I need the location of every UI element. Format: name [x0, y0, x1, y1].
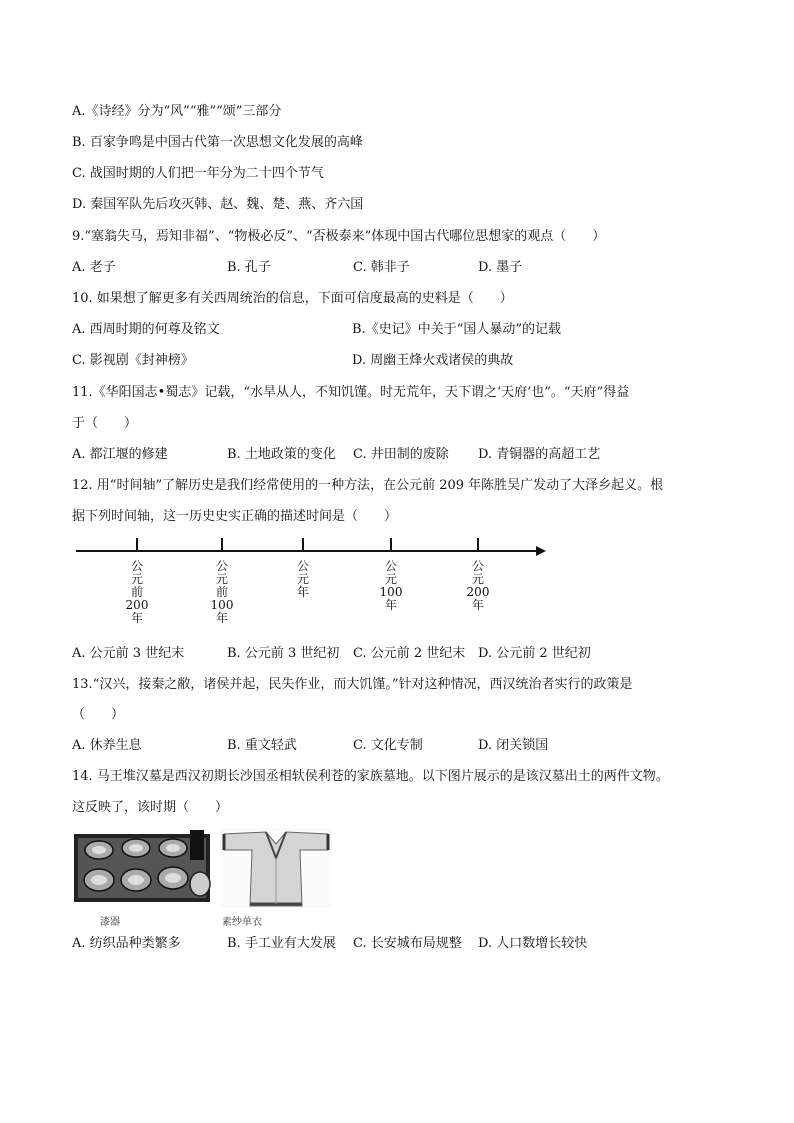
q8-option-a: A.《诗经》分为“风”“雅”“颂”三部分 — [72, 104, 282, 119]
q12-option-b: B. 公元前 3 世纪初 — [227, 646, 340, 661]
q11-stem-line2: 于（ ） — [72, 416, 138, 431]
q8-option-c: C. 战国时期的人们把一年分为二十四个节气 — [72, 166, 324, 181]
gauze-robe-caption: 素纱单衣 — [222, 917, 262, 928]
q9-option-b: B. 孔子 — [227, 260, 271, 275]
q13-option-c: C. 文化专制 — [353, 738, 423, 753]
q14-stem-line1: 14. 马王堆汉墓是西汉初期长沙国丞相轪侯利苍的家族墓地。以下图片展示的是该汉墓出土的两件文物。 — [72, 769, 669, 784]
q12-stem-line2: 据下列时间轴，这一历史史实正确的描述时间是（ ） — [72, 509, 398, 524]
q10-option-a: A. 西周时期的何尊及铭文 — [72, 322, 220, 337]
timeline-tick — [136, 538, 138, 551]
q13-option-a: A. 休养生息 — [72, 738, 142, 753]
q14-stem-line2: 这反映了，该时期（ ） — [72, 800, 229, 815]
q14-option-d: D. 人口数增长较快 — [478, 936, 588, 951]
q11-option-b: B. 土地政策的变化 — [227, 447, 336, 462]
q10-option-b: B.《史记》中关于“国人暴动”的记载 — [352, 322, 561, 337]
q14-option-b: B. 手工业有大发展 — [227, 936, 336, 951]
timeline-label: 公 元 年 — [296, 559, 309, 599]
q11-stem-line1: 11.《华阳国志•蜀志》记载，“水旱从人，不知饥馑。时无荒年，天下谓之‘天府’也”。“天府”得益 — [72, 385, 630, 400]
q13-option-d: D. 闭关锁国 — [478, 738, 549, 753]
timeline-tick — [221, 538, 223, 551]
timeline-tick — [302, 538, 304, 551]
q13-stem-line1: 13.“汉兴，接秦之敝，诸侯并起，民失作业，而大饥馑。”针对这种情况，西汉统治者实行的政策是 — [72, 677, 633, 692]
timeline-label: 公 元 前 100 年 — [210, 559, 234, 625]
q13-option-b: B. 重文轻武 — [227, 738, 297, 753]
q12-stem-line1: 12. 用“时间轴”了解历史是我们经常使用的一种方法，在公元前 209 年陈胜吴广发动了大泽乡起义。根 — [72, 478, 664, 493]
q9-stem: 9.“塞翁失马，焉知非福”、“物极必反”、“否极泰来”体现中国古代哪位思想家的观点（ ） — [72, 229, 606, 244]
q12-option-d: D. 公元前 2 世纪初 — [478, 646, 591, 661]
q9-option-c: C. 韩非子 — [353, 260, 410, 275]
timeline-axis — [76, 550, 538, 552]
q9-option-d: D. 墨子 — [478, 260, 523, 275]
q8-option-d: D. 秦国军队先后攻灭韩、赵、魏、楚、燕、齐六国 — [72, 197, 364, 212]
lacquerware-image — [72, 828, 216, 906]
timeline-label: 公 元 前 200 年 — [125, 559, 149, 625]
gauze-robe-image — [220, 828, 332, 908]
q10-option-c: C. 影视剧《封神榜》 — [72, 353, 194, 368]
q11-option-c: C. 井田制的废除 — [353, 447, 449, 462]
q11-option-d: D. 青铜器的高超工艺 — [478, 447, 601, 462]
timeline-tick — [390, 538, 392, 551]
timeline-arrow-icon — [536, 546, 546, 556]
q13-stem-line2: （ ） — [72, 707, 125, 722]
q11-option-a: A. 都江堰的修建 — [72, 447, 168, 462]
q9-option-a: A. 老子 — [72, 260, 116, 275]
q12-option-c: C. 公元前 2 世纪末 — [353, 646, 466, 661]
timeline-label: 公 元 200 年 — [466, 559, 490, 612]
q8-option-b: B. 百家争鸣是中国古代第一次思想文化发展的高峰 — [72, 135, 363, 150]
timeline-label: 公 元 100 年 — [379, 559, 403, 612]
timeline-tick — [477, 538, 479, 551]
q10-option-d: D. 周幽王烽火戏诸侯的典故 — [352, 353, 514, 368]
q10-stem: 10. 如果想了解更多有关西周统治的信息，下面可信度最高的史料是（ ） — [72, 291, 513, 306]
q14-option-a: A. 纺织品种类繁多 — [72, 936, 181, 951]
lacquerware-caption: 漆器 — [100, 917, 120, 928]
q14-option-c: C. 长安城布局规整 — [353, 936, 462, 951]
q12-option-a: A. 公元前 3 世纪末 — [72, 646, 185, 661]
